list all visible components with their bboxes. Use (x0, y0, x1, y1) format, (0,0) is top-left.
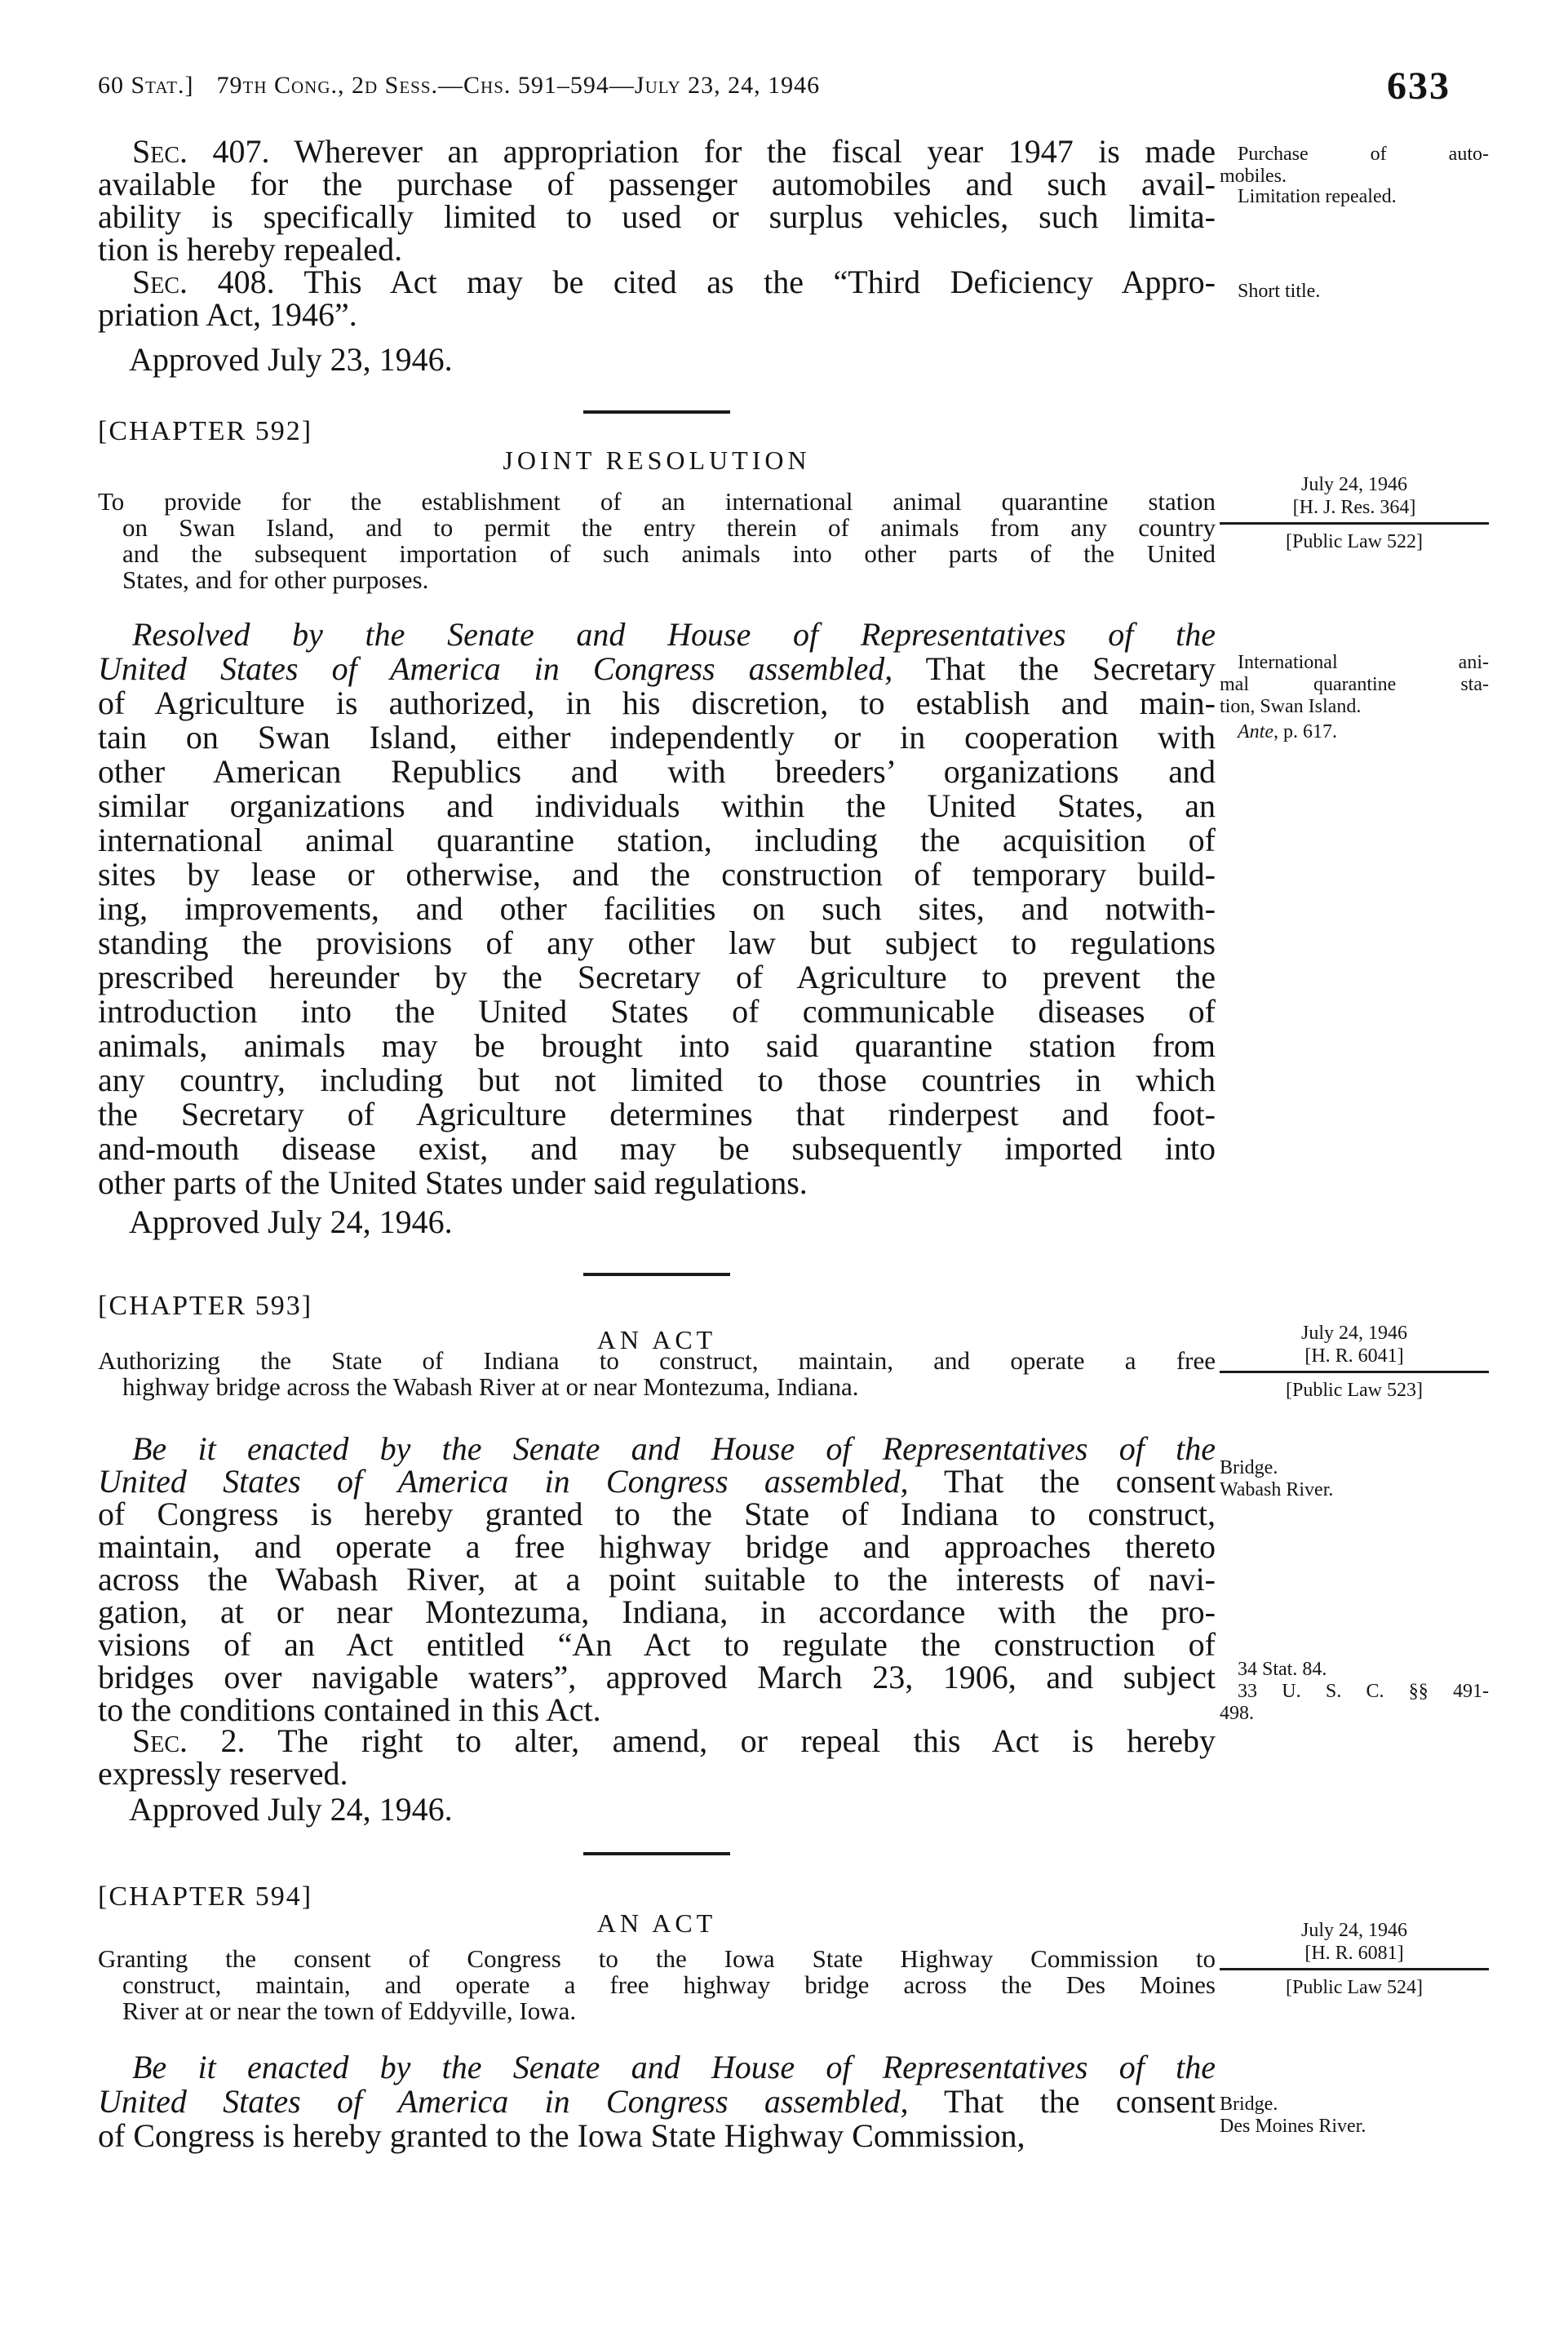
chapter-593-label: [CHAPTER 593] (98, 1291, 313, 1321)
approved-line-ch592: Approved July 24, 1946. (129, 1203, 453, 1240)
text-line: Sec. 408. This Act may be cited as the “Third Deficiency Appro- (132, 264, 1216, 300)
sec-408-paragraph (98, 266, 1216, 331)
margin-rule (1220, 1371, 1489, 1373)
text-line: United States of America in Congress assembled, That the consent (98, 2083, 1216, 2120)
page-header (98, 72, 1216, 100)
margin-note-quarantine-station (1220, 652, 1489, 718)
text-line: ability is specifically limited to used or surplus vehicles, such limita- (98, 198, 1216, 235)
text-line: 498. (1220, 1703, 1254, 1724)
text-line: tain on Swan Island, either independently or in cooperation with (98, 719, 1216, 756)
margin-public-law: [Public Law 522] (1286, 531, 1423, 552)
text-line: maintain, and operate a free highway bridge and approaches thereto (98, 1528, 1216, 1565)
text-line: Des Moines River. (1220, 2116, 1366, 2137)
margin-bill-number: [H. R. 6081] (1304, 1943, 1404, 1964)
margin-note-purchase (1220, 144, 1489, 188)
text-line: Purchase of auto- (1238, 144, 1489, 165)
chapter-592-heading: JOINT RESOLUTION (503, 445, 811, 475)
text-line: International ani- (1238, 652, 1489, 673)
text-line: sites by lease or otherwise, and the construction of temporary build- (98, 856, 1216, 893)
page-number: 633 (1387, 64, 1451, 108)
section-divider-rule (583, 1852, 730, 1855)
text-line: Sec. 2. The right to alter, amend, or repeal this Act is hereby (132, 1722, 1216, 1759)
text-line: Limitation repealed. (1238, 186, 1397, 207)
chapter-593-preamble (98, 1348, 1216, 1400)
text-line: highway bridge across the Wabash River at or near Montezuma, Indiana. (122, 1372, 859, 1401)
text-line: to the conditions contained in this Act. (98, 1691, 601, 1728)
chapter-592-body (98, 618, 1216, 1200)
margin-note-short-title (1220, 281, 1489, 303)
text-line: River at or near the town of Eddyville, Iowa. (122, 1997, 577, 2025)
text-line: any country, including but not limited to those countries in which (98, 1061, 1216, 1098)
margin-date: July 24, 1946 (1300, 1920, 1407, 1941)
chapter-592-label: [CHAPTER 592] (98, 416, 313, 446)
text-line: international animal quarantine station, including the acquisition of (98, 822, 1216, 858)
margin-note-stat-citation (1220, 1659, 1489, 1681)
text-line: on Swan Island, and to permit the entry therein of animals from any country (122, 513, 1216, 542)
text-line: mal quarantine sta- (1220, 674, 1489, 695)
text-line: ing, improvements, and other facilities on such sites, and notwith- (98, 890, 1216, 927)
chapter-594-label: [CHAPTER 594] (98, 1881, 313, 1912)
text-line: tion, Swan Island. (1220, 696, 1362, 717)
sec-2-paragraph (98, 1722, 1216, 1792)
margin-public-law: [Public Law 523] (1286, 1380, 1423, 1401)
chapter-593-body (98, 1430, 1216, 1728)
text-line: Be it enacted by the Senate and House of Representatives of the (132, 1430, 1216, 1467)
text-line: expressly reserved. (98, 1755, 348, 1792)
text-line: other American Republics and with breeders’ organizations and (98, 753, 1216, 790)
text-line: Ante, p. 617. (1238, 721, 1337, 742)
sec-407-paragraph (98, 135, 1216, 266)
text-line: To provide for the establishment of an international animal quarantine station (98, 487, 1216, 516)
running-head: 79th Cong., 2d Sess.—Chs. 591–594—July 23, 24, 1946 (216, 72, 821, 99)
text-line: 34 Stat. 84. (1238, 1659, 1327, 1680)
text-line: 33 U. S. C. §§ 491- (1238, 1681, 1489, 1702)
text-line: Be it enacted by the Senate and House of Representatives of the (132, 2049, 1216, 2085)
margin-rule (1220, 522, 1489, 525)
text-line: of Congress is hereby granted to the Iowa State Highway Commission, (98, 2117, 1025, 2154)
text-line: gation, at or near Montezuma, Indiana, in accordance with the pro- (98, 1593, 1216, 1630)
chapter-594-preamble (98, 1946, 1216, 2024)
text-line: Granting the consent of Congress to the Iowa State Highway Commission to (98, 1944, 1216, 1973)
text-line: of Agriculture is authorized, in his discretion, to establish and main- (98, 685, 1216, 721)
margin-bill-number: [H. R. 6041] (1304, 1345, 1404, 1367)
text-line: other parts of the United States under said regulations. (98, 1164, 808, 1201)
text-line: priation Act, 1946”. (98, 296, 357, 333)
margin-datebox-ch594 (1220, 1919, 1489, 1999)
margin-note-usc-citation (1220, 1681, 1489, 1725)
text-line: construct, maintain, and operate a free highway bridge across the Des Moines (122, 1970, 1216, 1999)
approved-line-ch593: Approved July 24, 1946. (129, 1791, 453, 1828)
section-divider-rule (583, 1273, 730, 1276)
margin-note-bridge-des-moines (1220, 2094, 1489, 2138)
text-line: across the Wabash River, at a point suitable to the interests of navi- (98, 1561, 1216, 1598)
margin-rule (1220, 1968, 1489, 1970)
text-line: introduction into the United States of communicable diseases of (98, 993, 1216, 1030)
text-line: and-mouth disease exist, and may be subsequently imported into (98, 1130, 1216, 1167)
text-line: Bridge. (1220, 2094, 1278, 2115)
text-line: United States of America in Congress assembled, That the consent (98, 1463, 1216, 1500)
text-line: Bridge. (1220, 1457, 1278, 1478)
chapter-593-heading: AN ACT (596, 1325, 717, 1354)
text-line: similar organizations and individuals within the United States, an (98, 787, 1216, 824)
text-line: tion is hereby repealed. (98, 231, 403, 268)
margin-note-ante-citation (1220, 721, 1489, 743)
margin-note-limitation (1220, 186, 1489, 208)
margin-note-bridge-wabash (1220, 1457, 1489, 1501)
margin-date: July 24, 1946 (1300, 474, 1407, 495)
chapter-592-preamble (98, 489, 1216, 593)
text-line: Short title. (1238, 281, 1321, 302)
margin-datebox-ch593 (1220, 1322, 1489, 1402)
text-line: bridges over navigable waters”, approved March 23, 1906, and subject (98, 1659, 1216, 1695)
text-line: and the subsequent importation of such animals into other parts of the United (122, 539, 1216, 568)
margin-datebox-ch592 (1220, 473, 1489, 553)
text-line: United States of America in Congress assembled, That the Secretary (98, 650, 1216, 687)
text-line: available for the purchase of passenger automobiles and such avail- (98, 166, 1216, 202)
section-divider-rule (583, 410, 730, 414)
text-line: States, and for other purposes. (122, 565, 429, 594)
approved-line-ch591: Approved July 23, 1946. (129, 341, 453, 378)
text-line: mobiles. (1220, 166, 1287, 187)
text-line: Sec. 407. Wherever an appropriation for the fiscal year 1947 is made (132, 133, 1216, 170)
chapter-594-heading: AN ACT (596, 1908, 717, 1938)
text-line: animals, animals may be brought into said quarantine station from (98, 1027, 1216, 1064)
margin-public-law: [Public Law 524] (1286, 1977, 1423, 1998)
margin-date: July 24, 1946 (1300, 1323, 1407, 1344)
text-line: Authorizing the State of Indiana to construct, maintain, and operate a free (98, 1346, 1216, 1375)
text-line: of Congress is hereby granted to the State of Indiana to construct, (98, 1496, 1216, 1532)
chapter-594-body (98, 2050, 1216, 2153)
text-line: prescribed hereunder by the Secretary of Agriculture to prevent the (98, 959, 1216, 995)
margin-bill-number: [H. J. Res. 364] (1292, 497, 1416, 518)
text-line: standing the provisions of any other law but subject to regulations (98, 924, 1216, 961)
text-line: Resolved by the Senate and House of Representatives of the (132, 616, 1216, 653)
text-line: the Secretary of Agriculture determines that rinderpest and foot- (98, 1096, 1216, 1132)
text-line: visions of an Act entitled “An Act to regulate the construction of (98, 1626, 1216, 1663)
text-line: Wabash River. (1220, 1479, 1334, 1500)
volume-label: 60 Stat.] (98, 72, 194, 99)
